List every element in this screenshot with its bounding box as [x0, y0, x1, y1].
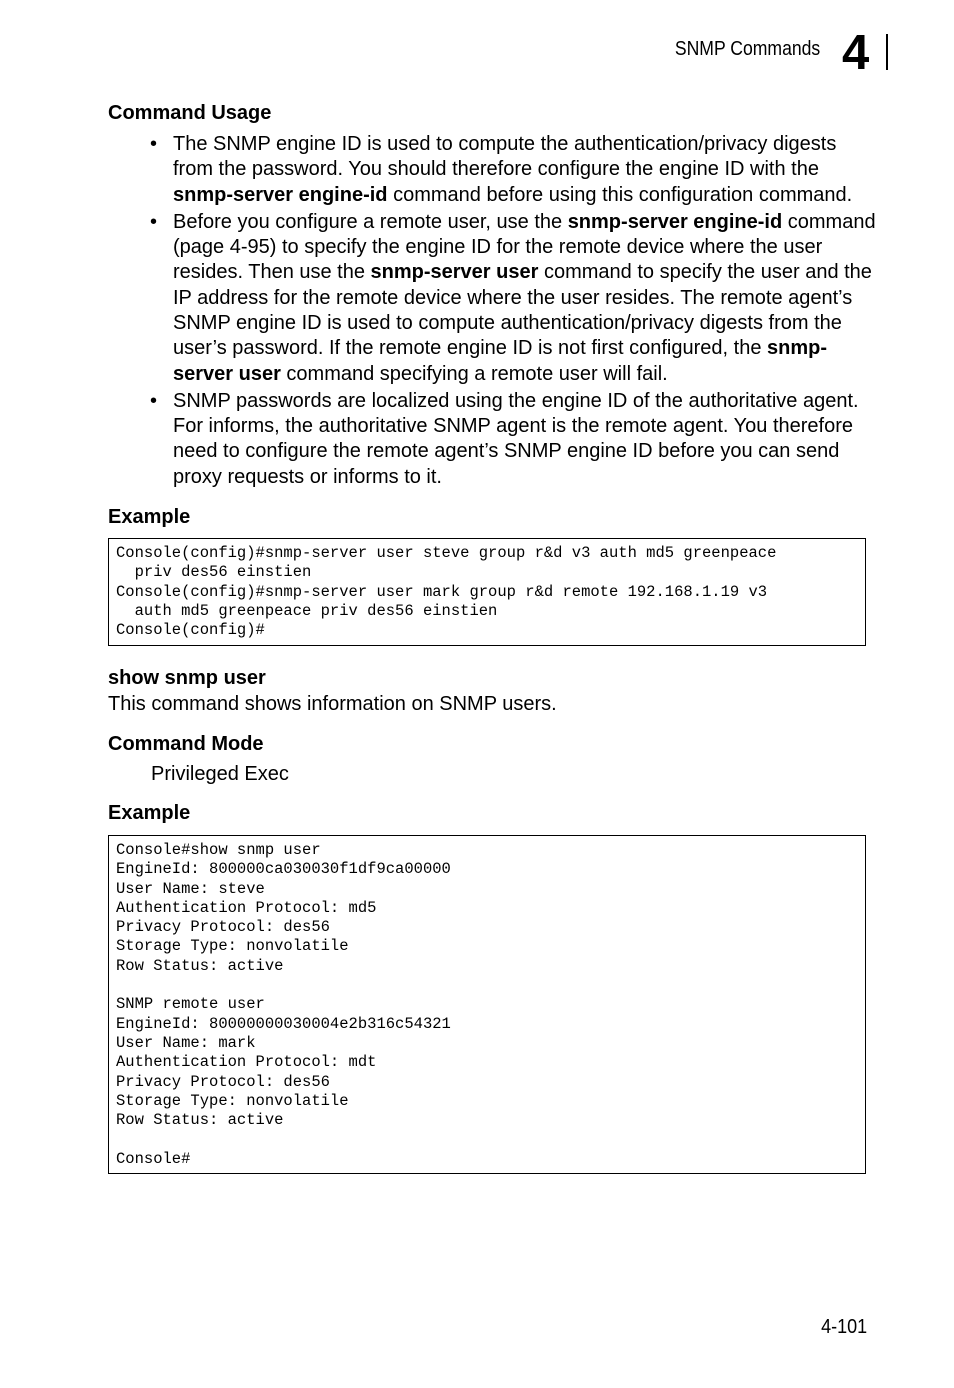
command-description: This command shows information on SNMP users. — [108, 693, 557, 715]
usage-bullet-item — [150, 389, 880, 490]
bullet-marker: • — [150, 133, 158, 155]
command-mode-heading: Command Mode — [108, 733, 264, 755]
bullet-text: The SNMP engine ID is used to compute the authentication/privacy digests from the password. You should therefore configure the engine ID with the — [173, 133, 837, 181]
command-keyword: snmp-server user — [173, 337, 828, 385]
bullet-marker: • — [150, 389, 158, 412]
example-heading: Example — [108, 506, 191, 528]
command-keyword: snmp-server engine-id — [567, 210, 783, 233]
bullet-text: Before you configure a remote user, use the — [173, 210, 568, 233]
example-2-heading: Example — [108, 802, 191, 824]
usage-bullet-item — [150, 132, 880, 208]
bullet-text: command to specify the user and the IP address for the remote device where the user resides. The remote agent’s SNMP engine ID is used to compute authentication/privacy digests from the user’s password. If the remote engine ID is not first configured, the — [173, 261, 872, 360]
example-2-code: Console#show snmp user EngineId: 800000ca030030f1df9ca00000 User Name: steve Authentication Protocol: md5 Privacy Protocol: des56 Storage Type: nonvolatile Row Status: active SNMP remote user EngineId: 80000000030004e2b316c54321 User Name: mark Authentication Protocol: mdt Privacy Protocol: des56 Storage Type: nonvolatile Row Status: active Console# — [116, 841, 451, 1168]
command-keyword: snmp-server user — [370, 261, 539, 284]
bullet-text: SNMP passwords are localized using the engine ID of the authoritative agent. For informs, the authoritative SNMP agent is the remote agent. You therefore need to configure the remote agent’s SNMP engine ID before you can send proxy requests or informs to it. — [173, 389, 859, 488]
bullet-text: command (page 4-95) to specify the engine ID for the remote device where the user resides. Then use the — [173, 210, 876, 284]
command-mode-value: Privileged Exec — [151, 763, 289, 785]
example-code: Console(config)#snmp-server user steve group r&d v3 auth md5 greenpeace priv des56 einstien Console(config)#snmp-server user mark group r&d remote 192.168.1.19 v3 auth md5 greenpeace priv des56 einstien Console(config)# — [116, 544, 777, 640]
chapter-number: 4 — [842, 26, 870, 80]
chapter-rule-divider — [886, 34, 888, 70]
command-name-heading: show snmp user — [108, 667, 266, 689]
command-usage-heading: Command Usage — [108, 102, 272, 124]
bullet-text: command specifying a remote user will fail. — [280, 362, 668, 385]
page-number: 4-101 — [820, 1316, 867, 1338]
bullet-marker: • — [150, 210, 158, 233]
example-2-code-box — [108, 835, 866, 1174]
bullet-text: command before using this configuration command. — [387, 183, 853, 206]
example-code-box — [108, 538, 866, 646]
usage-bullet-item — [150, 210, 880, 387]
command-keyword: snmp-server engine-id — [173, 183, 388, 206]
running-header-title: SNMP Commands — [674, 38, 820, 60]
command-usage-list — [150, 132, 880, 492]
